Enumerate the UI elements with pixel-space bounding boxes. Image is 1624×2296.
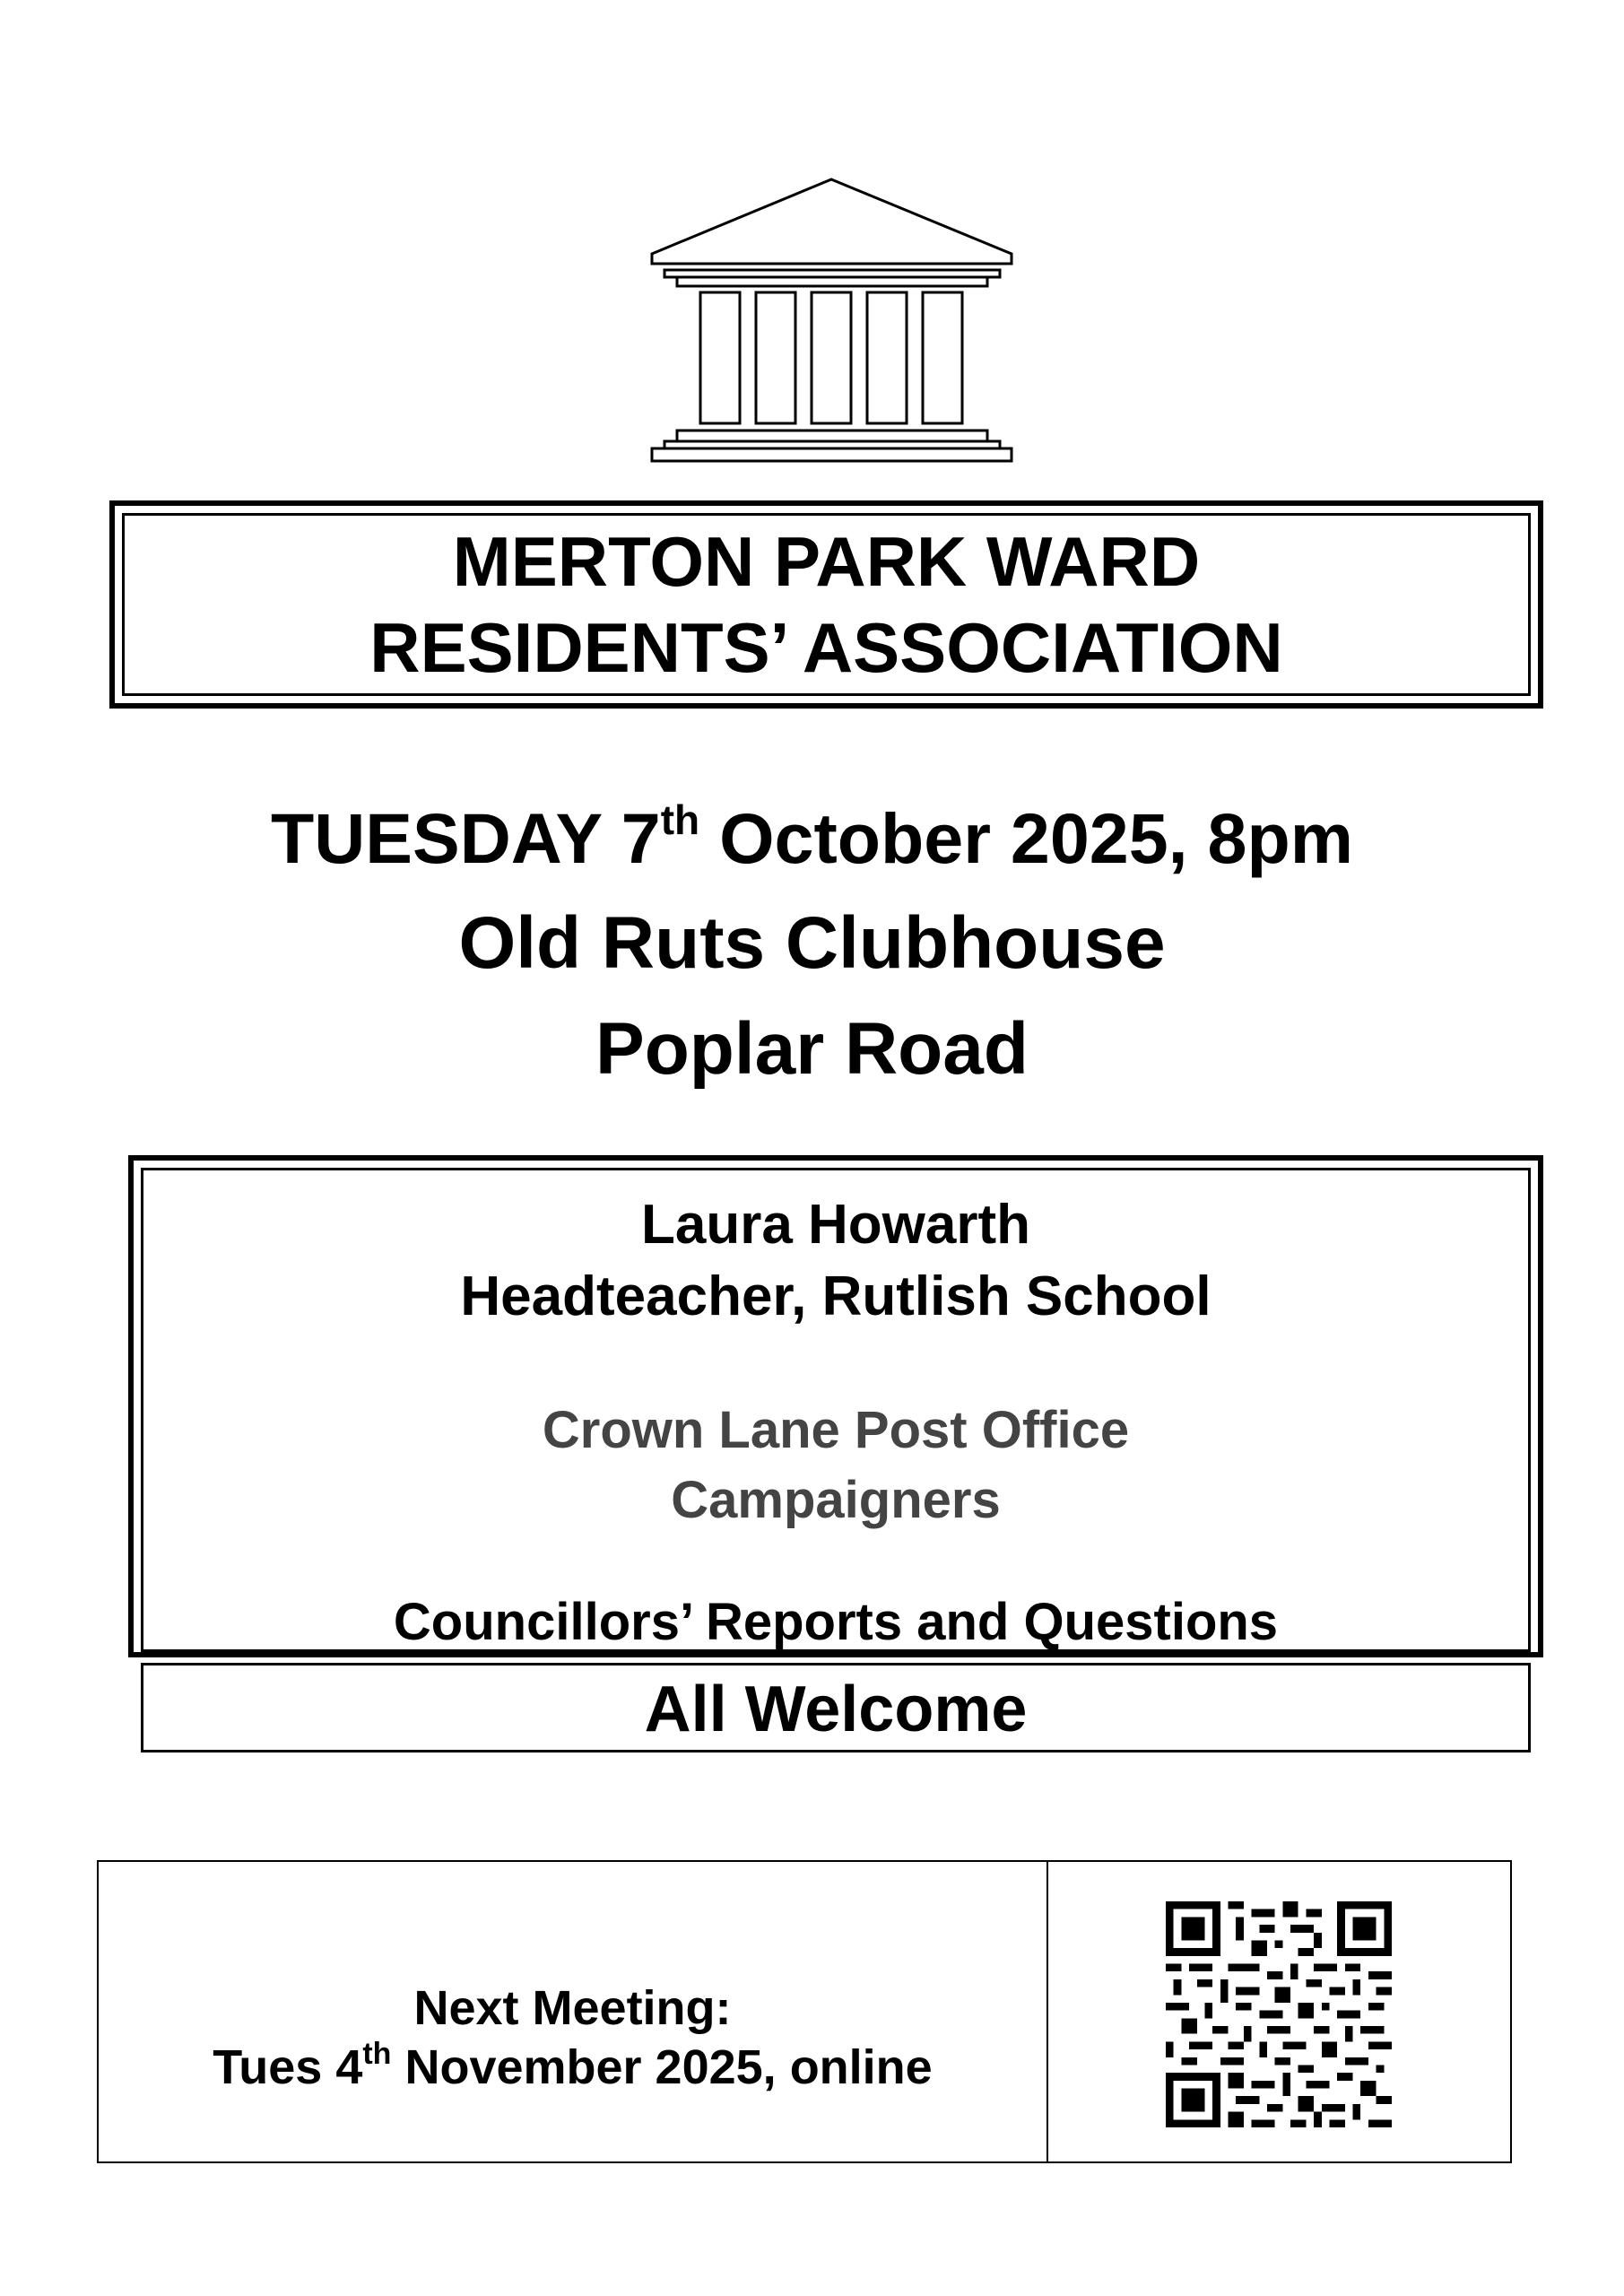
meeting-date-rest: October 2025, 8pm bbox=[699, 798, 1353, 878]
title-frame bbox=[109, 500, 1543, 709]
qr-code-icon[interactable] bbox=[1166, 1901, 1392, 2127]
meeting-date bbox=[0, 794, 1624, 893]
association-title-line-1: MERTON PARK WARD bbox=[452, 522, 1201, 601]
next-meeting-cell bbox=[99, 1862, 1048, 2161]
speaker-role: Headteacher, Rutlish School bbox=[460, 1265, 1211, 1327]
venue-road: Poplar Road bbox=[595, 1008, 1029, 1090]
next-meeting-date-rest: November 2025, online bbox=[391, 2040, 933, 2094]
agenda-frame bbox=[128, 1155, 1543, 1745]
next-meeting-table bbox=[97, 1860, 1512, 2163]
next-meeting-date-ordinal: th bbox=[362, 2037, 392, 2071]
venue-name: Old Ruts Clubhouse bbox=[458, 902, 1166, 984]
councillors-reports: Councillors’ Reports and Questions bbox=[393, 1593, 1279, 1651]
welcome-text: All Welcome bbox=[644, 1674, 1028, 1745]
next-meeting-date-day: Tues 4 bbox=[213, 2040, 363, 2094]
campaign-group-line-1: Crown Lane Post Office bbox=[542, 1401, 1130, 1459]
meeting-date-day: TUESDAY 7 bbox=[271, 798, 661, 878]
agenda-box bbox=[141, 1168, 1531, 1652]
welcome-box bbox=[141, 1663, 1531, 1752]
speaker-name: Laura Howarth bbox=[640, 1194, 1031, 1256]
meeting-date-ordinal: th bbox=[660, 796, 700, 843]
building-columns-icon bbox=[650, 178, 1013, 466]
campaign-group-line-2: Campaigners bbox=[671, 1471, 1001, 1529]
association-title-line-2: RESIDENTS’ ASSOCIATION bbox=[369, 608, 1283, 687]
next-meeting-date bbox=[99, 2038, 1046, 2103]
next-meeting-label: Next Meeting: bbox=[413, 1981, 732, 2035]
